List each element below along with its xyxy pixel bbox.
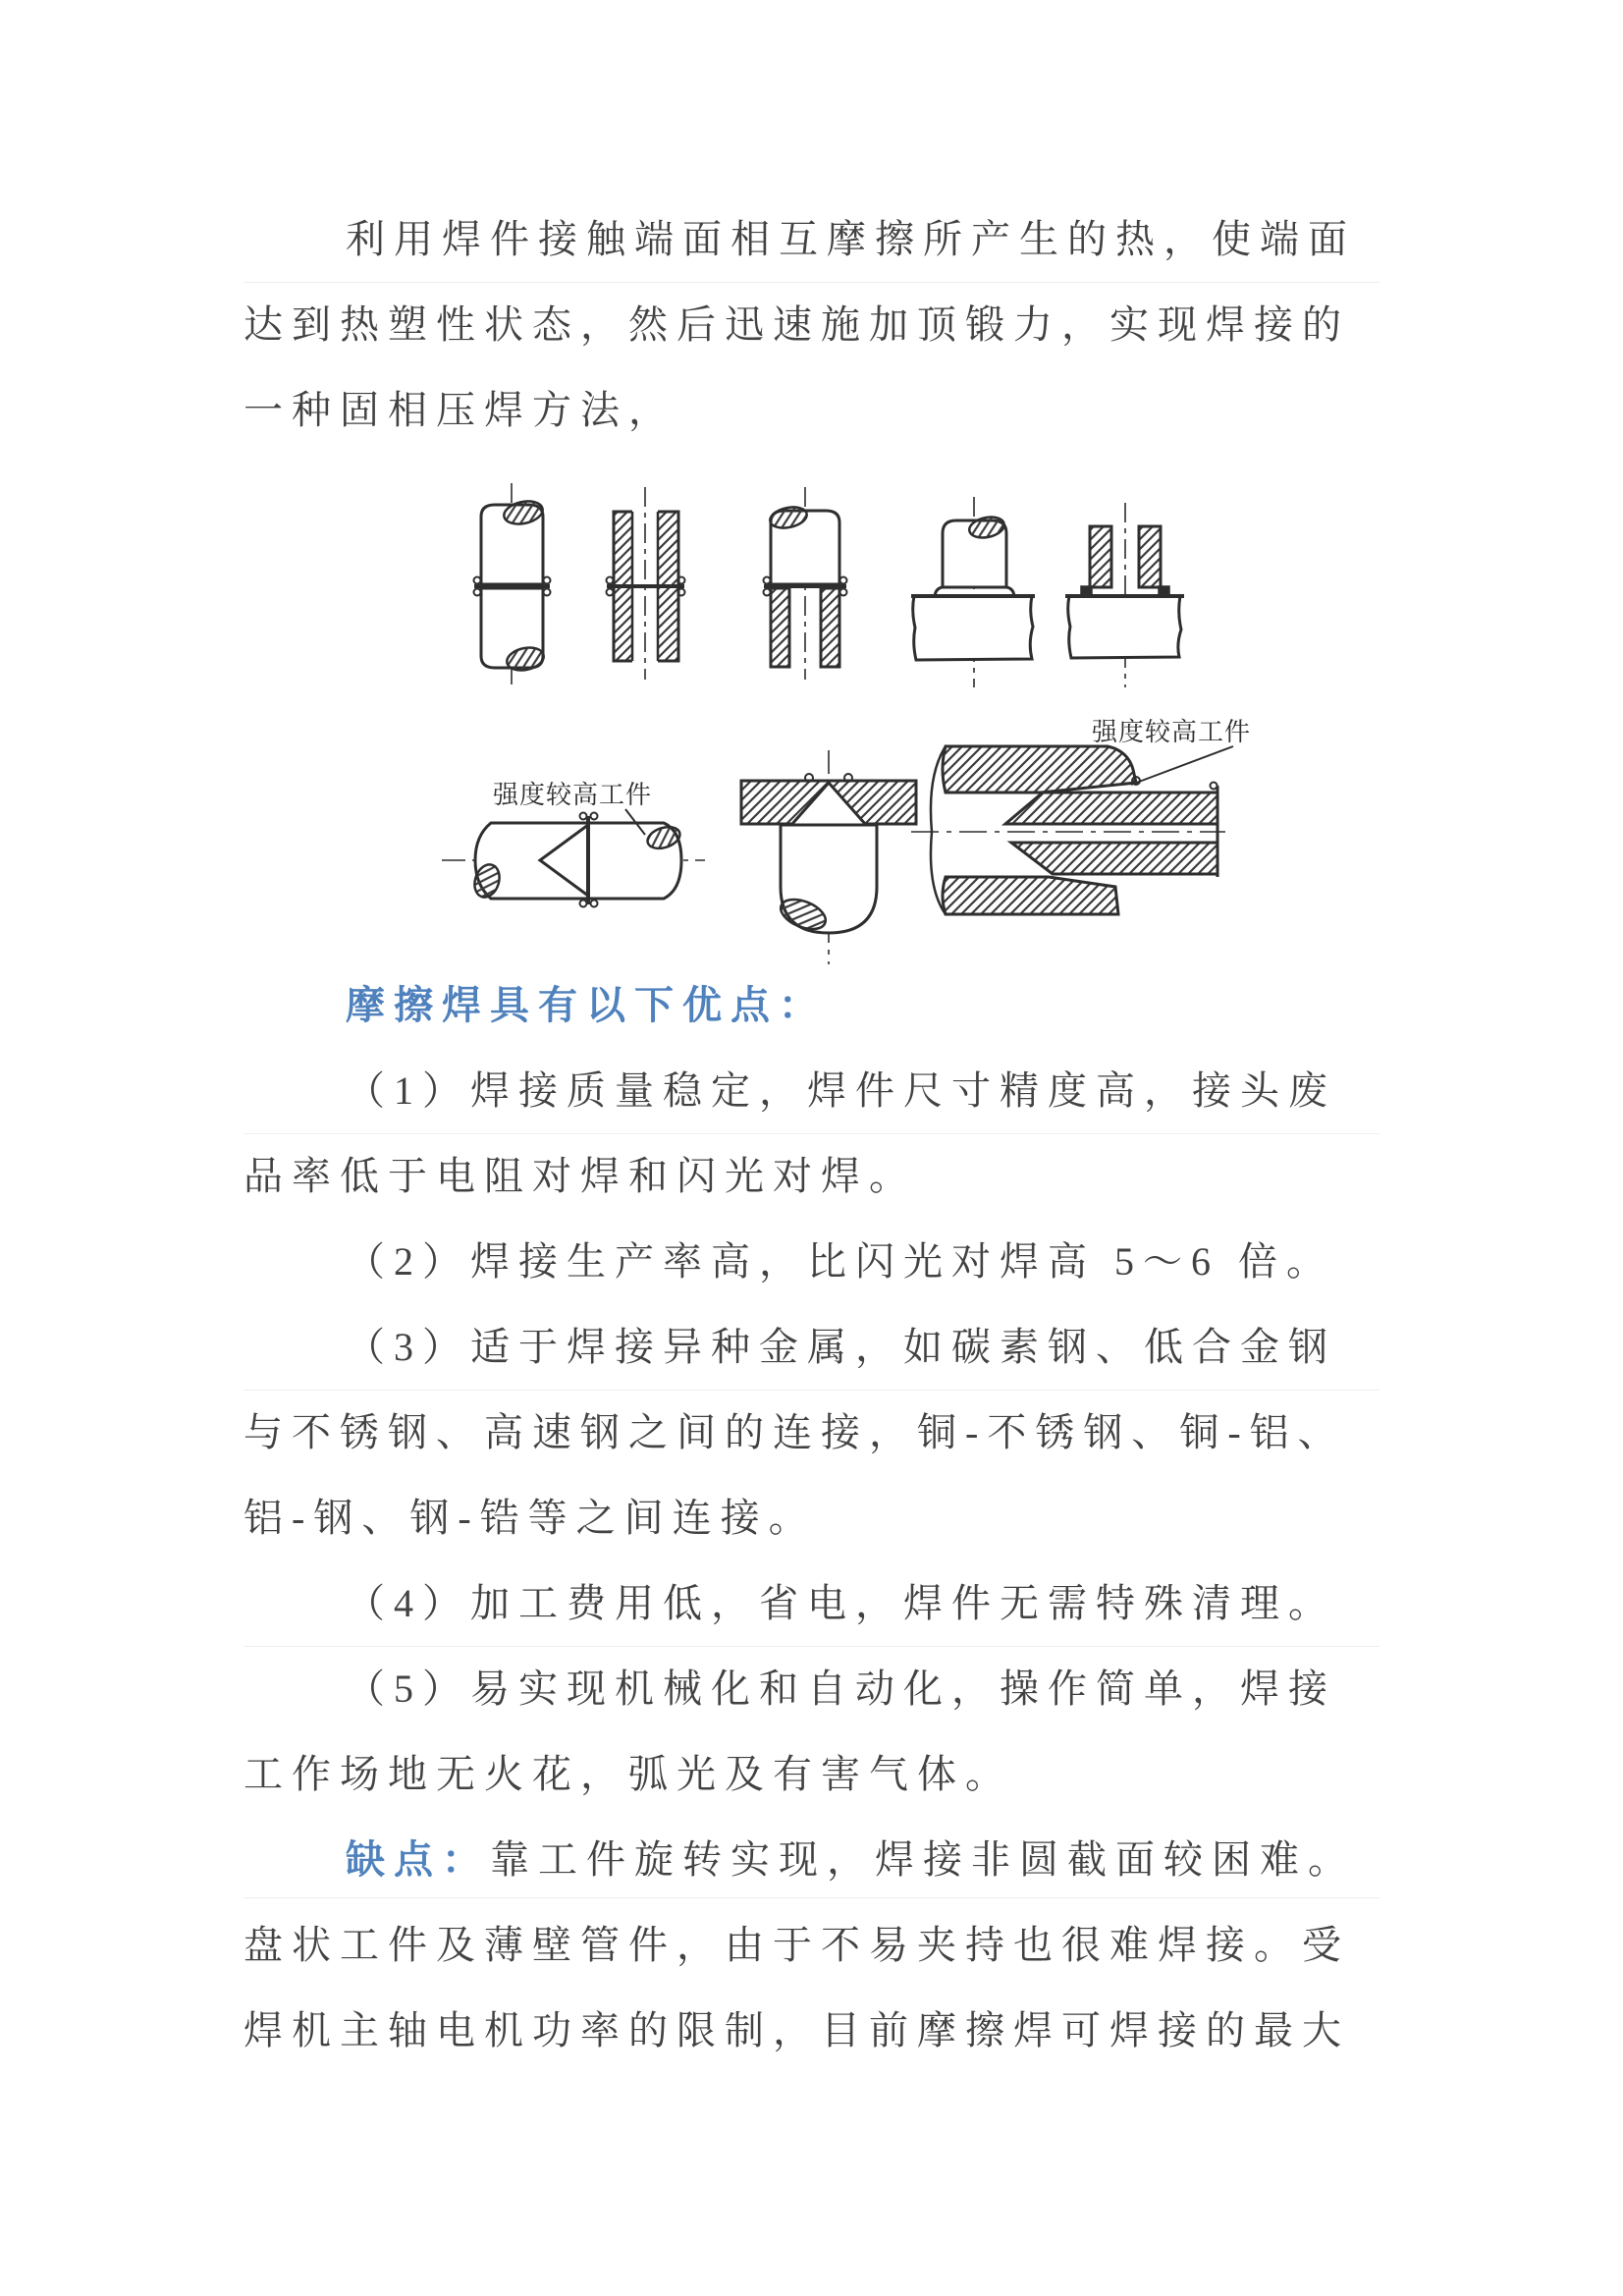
text-span: 靠工件旋转实现，焊接非圆截面较困难。 — [490, 1837, 1356, 1882]
text-line: 盘状工件及薄壁管件，由于不易夹持也很难焊接。受 — [243, 1923, 1350, 1967]
figure-tube-cone-joint — [911, 718, 1251, 914]
section-heading-advantages: 摩擦焊具有以下优点： — [346, 983, 827, 1027]
figure-tube-tube-joint — [607, 487, 685, 680]
figure-label-left: 强度较高工件 — [493, 781, 653, 809]
figure-rod-tube-joint — [764, 487, 847, 680]
text-line: 一种固相压焊方法， — [243, 388, 676, 432]
text-line: 铝-钢、钢-锆等之间连接。 — [243, 1496, 817, 1540]
figure-rod-rod-joint — [474, 483, 551, 689]
figure-stud-plate-joint — [741, 750, 916, 964]
text-line: 与不锈钢、高速钢之间的连接，铜-不锈钢、铜-铝、 — [243, 1410, 1346, 1454]
text-line: 利用焊件接触端面相互摩擦所产生的热，使端面 — [346, 217, 1356, 261]
text-line: （4）加工费用低，省电，焊件无需特殊清理。 — [346, 1581, 1336, 1625]
intro-paragraph — [243, 196, 1382, 453]
figure-cone-rod-joint — [442, 781, 705, 907]
text-line: 达到热塑性状态，然后迅速施加顶锻力，实现焊接的 — [243, 302, 1350, 347]
figure-rod-plate-joint — [911, 497, 1035, 687]
text-line — [243, 1817, 1382, 1902]
text-line: （3）适于焊接异种金属，如碳素钢、低合金钢 — [346, 1325, 1336, 1369]
text-line: 焊机主轴电机功率的限制，目前摩擦焊可焊接的最大 — [243, 2008, 1350, 2052]
text-line: （5）易实现机械化和自动化，操作简单，焊接 — [346, 1667, 1336, 1711]
text-line: （1）焊接质量稳定，焊件尺寸精度高，接头废 — [346, 1068, 1336, 1113]
text-line: （2）焊接生产率高，比闪光对焊高 5～6 倍。 — [346, 1239, 1334, 1284]
text-line: 工作场地无火花，弧光及有害气体。 — [243, 1752, 1013, 1796]
figure-tube-plate-joint — [1065, 503, 1184, 687]
friction-welding-figure — [295, 473, 1375, 964]
text-line: 品率低于电阻对焊和闪光对焊。 — [243, 1154, 917, 1198]
body-paragraphs — [243, 962, 1382, 2073]
disadvantages-label: 缺点： — [346, 1837, 490, 1882]
figure-label-right: 强度较高工件 — [1092, 718, 1252, 746]
